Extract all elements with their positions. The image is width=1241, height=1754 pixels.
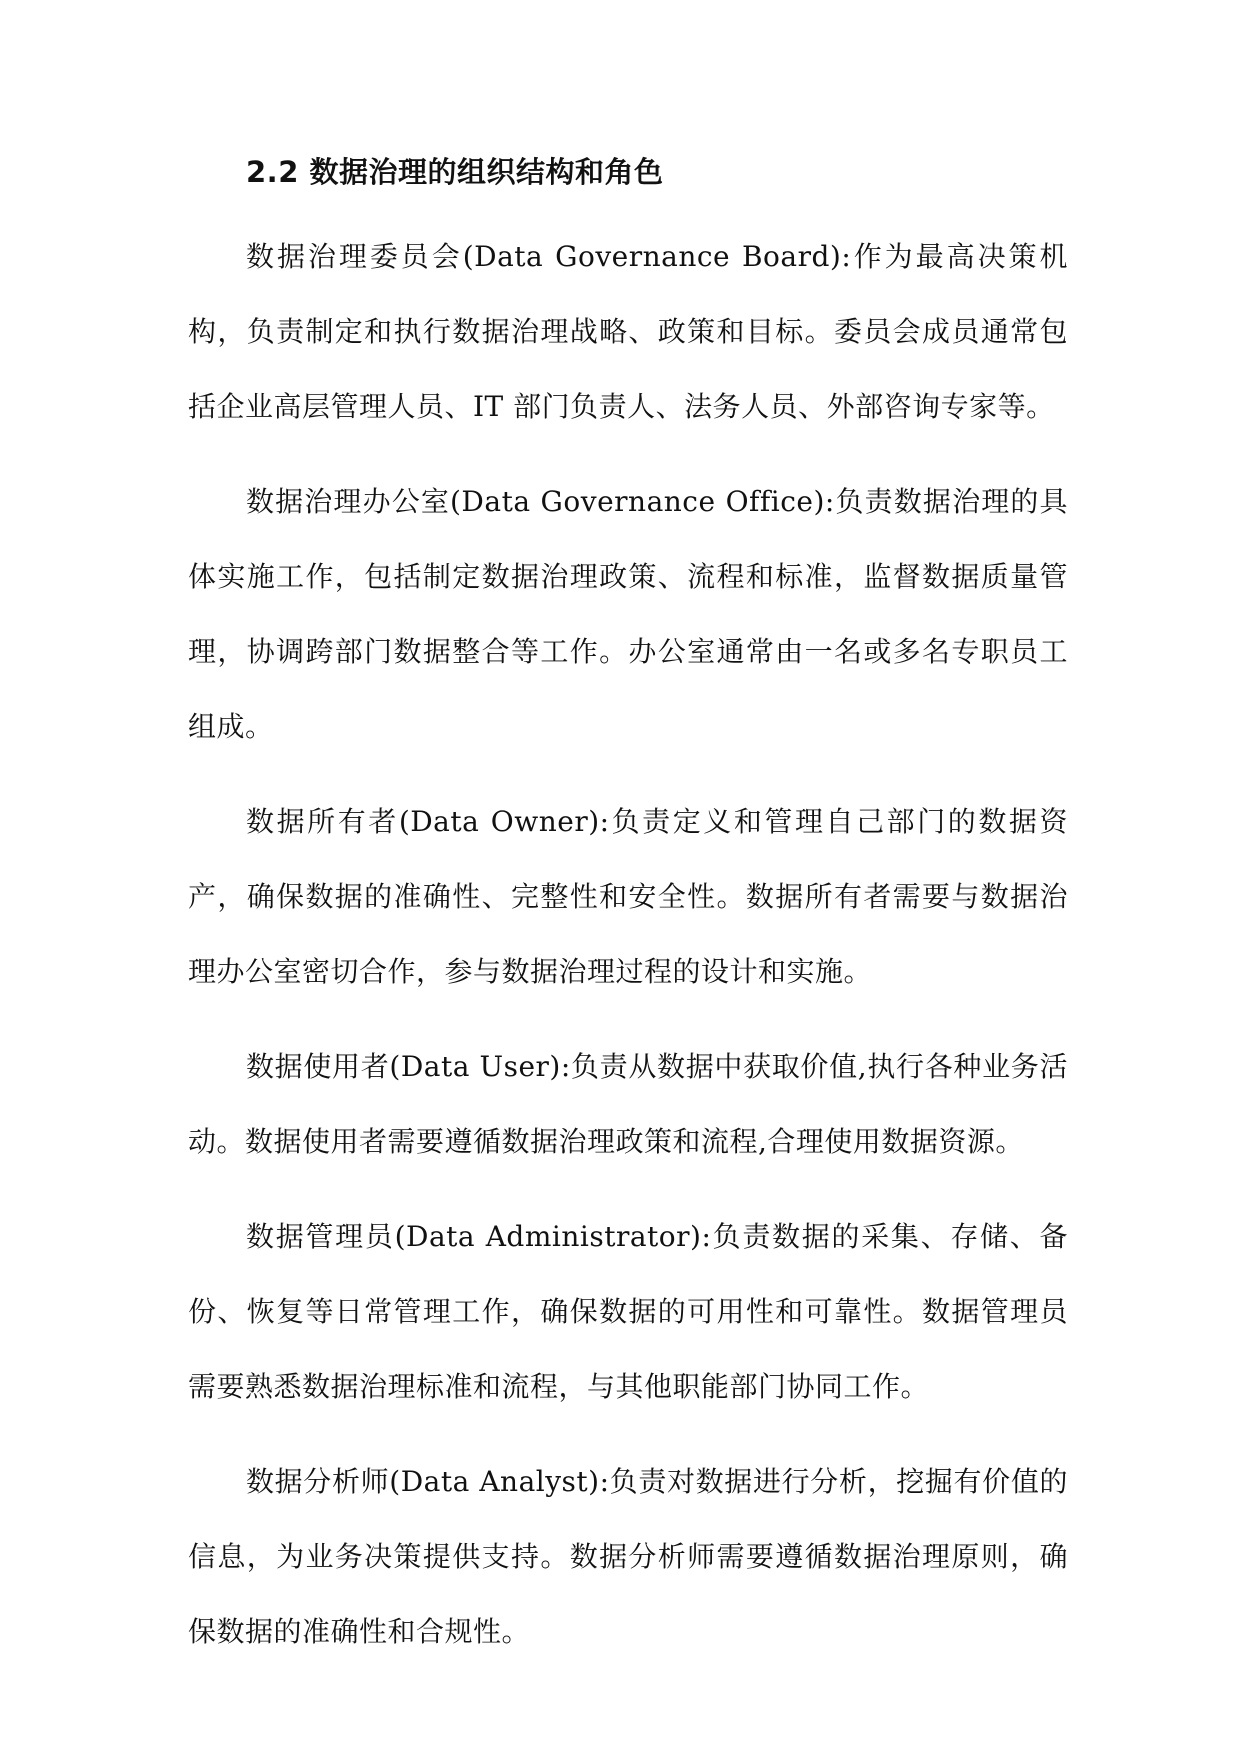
paragraph-data-analyst: 数据分析师(Data Analyst):负责对数据进行分析，挖掘有价值的信息，为业务决策提供支持。数据分析师需要遵循数据治理原则，确保数据的准确性和合规性。 [188, 1465, 1068, 1648]
paragraph-data-owner: 数据所有者(Data Owner):负责定义和管理自己部门的数据资产，确保数据的准确性、完整性和安全性。数据所有者需要与数据治理办公室密切合作，参与数据治理过程的设计和实施。 [188, 805, 1068, 988]
section-heading: 2.2 数据治理的组织结构和角色 [246, 155, 664, 189]
paragraph-data-administrator: 数据管理员(Data Administrator):负责数据的采集、存储、备份、恢复等日常管理工作，确保数据的可用性和可靠性。数据管理员需要熟悉数据治理标准和流程，与其他职能部门协同工作。 [188, 1220, 1068, 1403]
paragraph-data-governance-board: 数据治理委员会(Data Governance Board):作为最高决策机构，负责制定和执行数据治理战略、政策和目标。委员会成员通常包括企业高层管理人员、IT 部门负责人、法务人员、外部咨询专家等。 [188, 240, 1068, 423]
paragraph-data-user: 数据使用者(Data User):负责从数据中获取价值,执行各种业务活动。数据使用者需要遵循数据治理政策和流程,合理使用数据资源。 [188, 1050, 1068, 1158]
document-body [188, 145, 1068, 1689]
paragraph-data-governance-office: 数据治理办公室(Data Governance Office):负责数据治理的具体实施工作，包括制定数据治理政策、流程和标准，监督数据质量管理，协调跨部门数据整合等工作。办公室通常由一名或多名专职员工组成。 [188, 485, 1068, 743]
